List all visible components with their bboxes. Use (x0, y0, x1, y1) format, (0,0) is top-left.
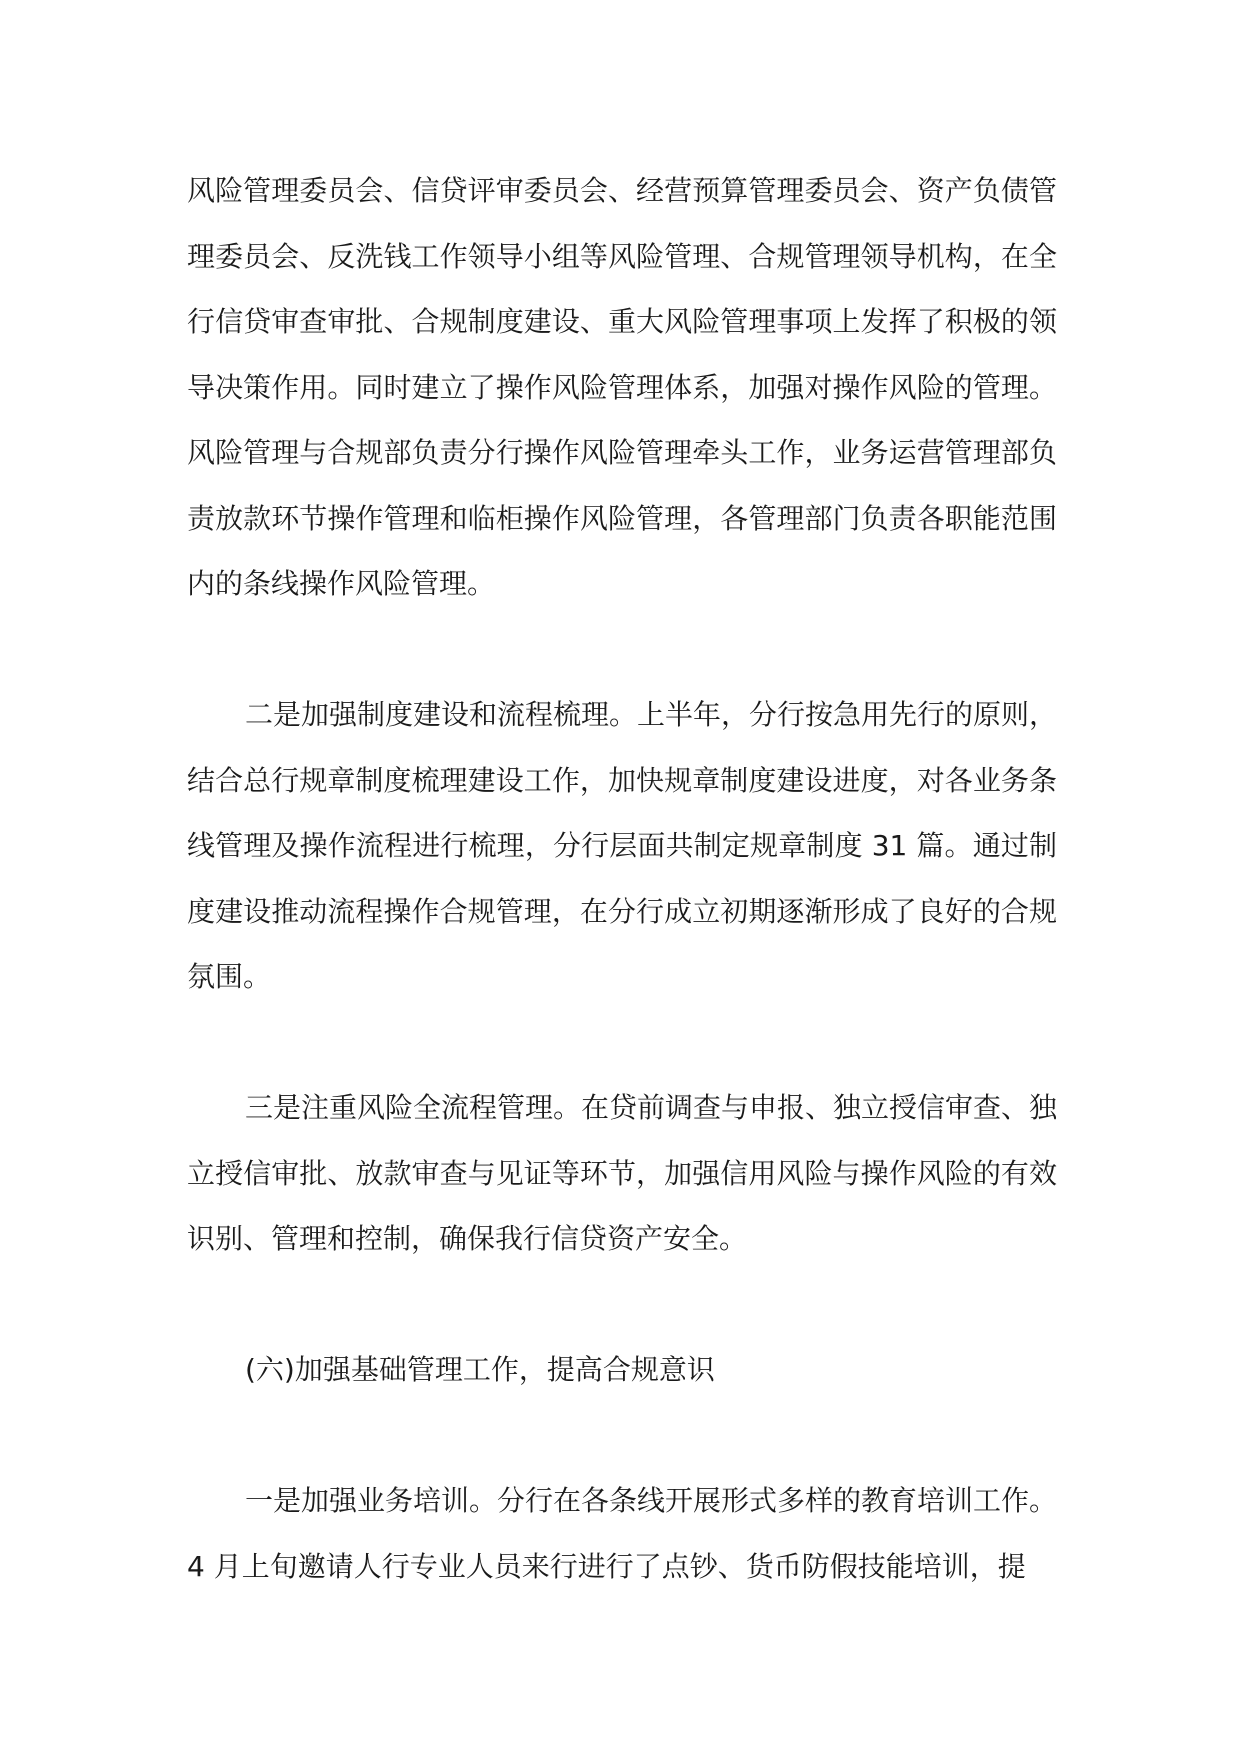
paragraph-training: 一是加强业务培训。分行在各条线开展形式多样的教育培训工作。4 月上旬邀请人行专业人员来行进行了点钞、货币防假技能培训，提 (187, 1484, 1058, 1583)
paragraph-risk-process: 三是注重风险全流程管理。在贷前调查与申报、独立授信审查、独立授信审批、放款审查与见证等环节，加强信用风险与操作风险的有效识别、管理和控制，确保我行信贷资产安全。 (187, 1091, 1058, 1255)
paragraph-committees: 风险管理委员会、信贷评审委员会、经营预算管理委员会、资产负债管理委员会、反洗钱工作领导小组等风险管理、合规管理领导机构，在全行信贷审查审批、合规制度建设、重大风险管理事项上发挥了积极的领导决策作用。同时建立了操作风险管理体系，加强对操作风险的管理。风险管理与合规部负责分行操作风险管理牵头工作，业务运营管理部负责放款环节操作管理和临柜操作风险管理，各管理部门负责各职能范围内的条线操作风险管理。 (187, 174, 1057, 600)
section-heading-six: (六)加强基础管理工作，提高合规意识 (245, 1353, 715, 1386)
paragraph-system-building: 二是加强制度建设和流程梳理。上半年，分行按急用先行的原则，结合总行规章制度梳理建设工作，加快规章制度建设进度，对各业务条线管理及操作流程进行梳理，分行层面共制定规章制度 31 篇。通过制度建设推动流程操作合规管理，在分行成立初期逐渐形成了良好的合规氛围。 (187, 698, 1058, 993)
document-body (187, 158, 1057, 1599)
